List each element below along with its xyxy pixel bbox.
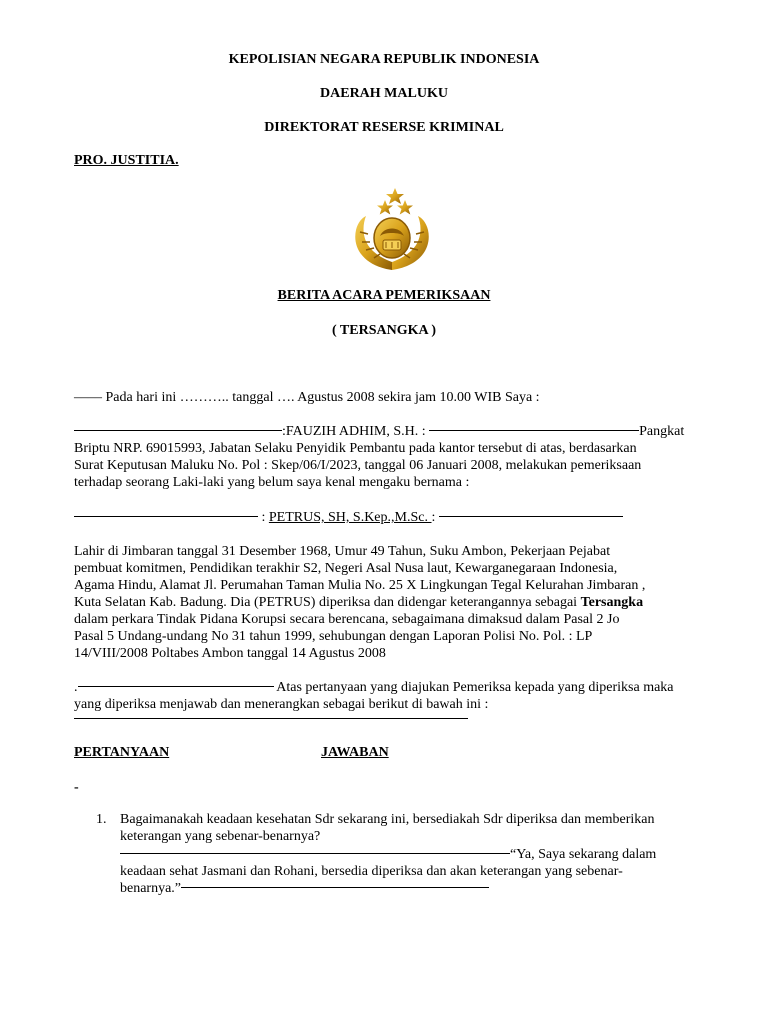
- answer-line-3: [120, 881, 489, 897]
- examiner-line-2: Briptu NRP. 69015993, Jabatan Selaku Penyidik Pembantu pada kantor tersebut di atas, berdasarkan: [74, 441, 637, 456]
- qa-number: 1.: [96, 812, 107, 827]
- opening-text: Pada hari ini ……….. tanggal …. Agustus 2008 sekira jam 10.00 WIB Saya :: [102, 390, 540, 405]
- bio-line-2: pembuat komitmen, Pendidikan terakhir S2, Negeri Asal Nusa laut, Kewarganegaraan Indonesia,: [74, 561, 618, 576]
- qa-intro-line-2: yang diperiksa menjawab dan menerangkan sebagai berikut di bawah ini :: [74, 697, 489, 712]
- bio-line-4: [74, 595, 643, 611]
- question-line-2: keterangan yang sebenar-benarnya?: [120, 829, 321, 844]
- bio-line-6: Pasal 5 Undang-undang No 31 tahun 1999, sehubungan dengan Laporan Polisi No. Pol. : LP: [74, 629, 593, 644]
- bio-line-4-text: Kuta Selatan Kab. Badung. Dia (PETRUS) diperiksa dan didengar keterangannya sebagai: [74, 595, 581, 610]
- bio-line-7: 14/VIII/2008 Poltabes Ambon tanggal 14 Agustus 2008: [74, 646, 386, 661]
- answer-column-header: JAWABAN: [321, 745, 389, 760]
- suspect-colon-left: :: [258, 510, 269, 525]
- qa-intro-dot: .: [74, 680, 78, 695]
- suspect-status: Tersangka: [580, 595, 644, 610]
- document-title: BERITA ACARA PEMERIKSAAN: [277, 288, 491, 303]
- examiner-line-3: Surat Keputusan Maluku No. Pol : Skep/06/I/2023, tanggal 06 Januari 2008, melakukan pemeriksaan: [74, 458, 642, 473]
- header-line-1: KEPOLISIAN NEGARA REPUBLIK INDONESIA: [228, 52, 540, 67]
- answer-line-2: keadaan sehat Jasmani dan Rohani, bersedia diperiksa dan akan keterangan yang sebenar-: [120, 864, 623, 879]
- separator-rule: [74, 718, 468, 719]
- examiner-name-line: [74, 424, 704, 440]
- suspect-name-line: [74, 510, 623, 526]
- header-line-2: DAERAH MALUKU: [320, 86, 448, 101]
- pro-justitia-label: PRO. JUSTITIA.: [74, 153, 179, 168]
- header-line-3: DIREKTORAT RESERSE KRIMINAL: [264, 120, 504, 135]
- police-emblem-icon: [350, 186, 434, 274]
- dash-mark: -: [74, 780, 79, 795]
- answer-line-1-text: “Ya, Saya sekarang dalam: [510, 847, 657, 862]
- answer-line-3-text: benarnya.”: [120, 881, 182, 896]
- question-line-1: Bagaimanakah keadaan kesehatan Sdr sekarang ini, bersediakah Sdr diperiksa dan memberikan: [120, 812, 655, 827]
- question-column-header: PERTANYAAN: [74, 745, 170, 760]
- bio-line-3: Agama Hindu, Alamat Jl. Perumahan Taman Mulia No. 25 X Lingkungan Tegal Kelurahan Jimbaran ,: [74, 578, 646, 593]
- suspect-name: PETRUS, SH, S.Kep.,M.Sc.: [268, 510, 432, 525]
- document-subtitle: ( TERSANGKA ): [332, 323, 436, 338]
- separator-rule: [429, 430, 639, 431]
- qa-intro-text: Atas pertanyaan yang diajukan Pemeriksa kepada yang diperiksa maka: [273, 680, 674, 695]
- document-title-row: [0, 288, 768, 304]
- examiner-rank-label: Pangkat: [639, 424, 685, 439]
- answer-line-1: [120, 847, 656, 863]
- suspect-colon-right: :: [431, 510, 439, 525]
- separator-rule: [74, 430, 282, 431]
- separator-rule: [181, 887, 489, 888]
- opening-dash: ––––: [74, 390, 102, 405]
- bio-line-5: dalam perkara Tindak Pidana Korupsi secara berencana, sebagaimana dimaksud dalam Pasal 2 Jo: [74, 612, 620, 627]
- opening-line: [74, 390, 540, 406]
- examiner-name: :FAUZIH ADHIM, S.H. :: [282, 424, 426, 439]
- qa-intro-line-1: [74, 680, 674, 696]
- separator-rule: [74, 516, 258, 517]
- bio-line-1: Lahir di Jimbaran tanggal 31 Desember 1968, Umur 49 Tahun, Suku Ambon, Pekerjaan Pejabat: [74, 544, 611, 559]
- separator-rule: [78, 686, 274, 687]
- separator-rule: [439, 516, 623, 517]
- examiner-line-4: terhadap seorang Laki-laki yang belum saya kenal mengaku bernama :: [74, 475, 470, 490]
- separator-rule: [120, 853, 510, 854]
